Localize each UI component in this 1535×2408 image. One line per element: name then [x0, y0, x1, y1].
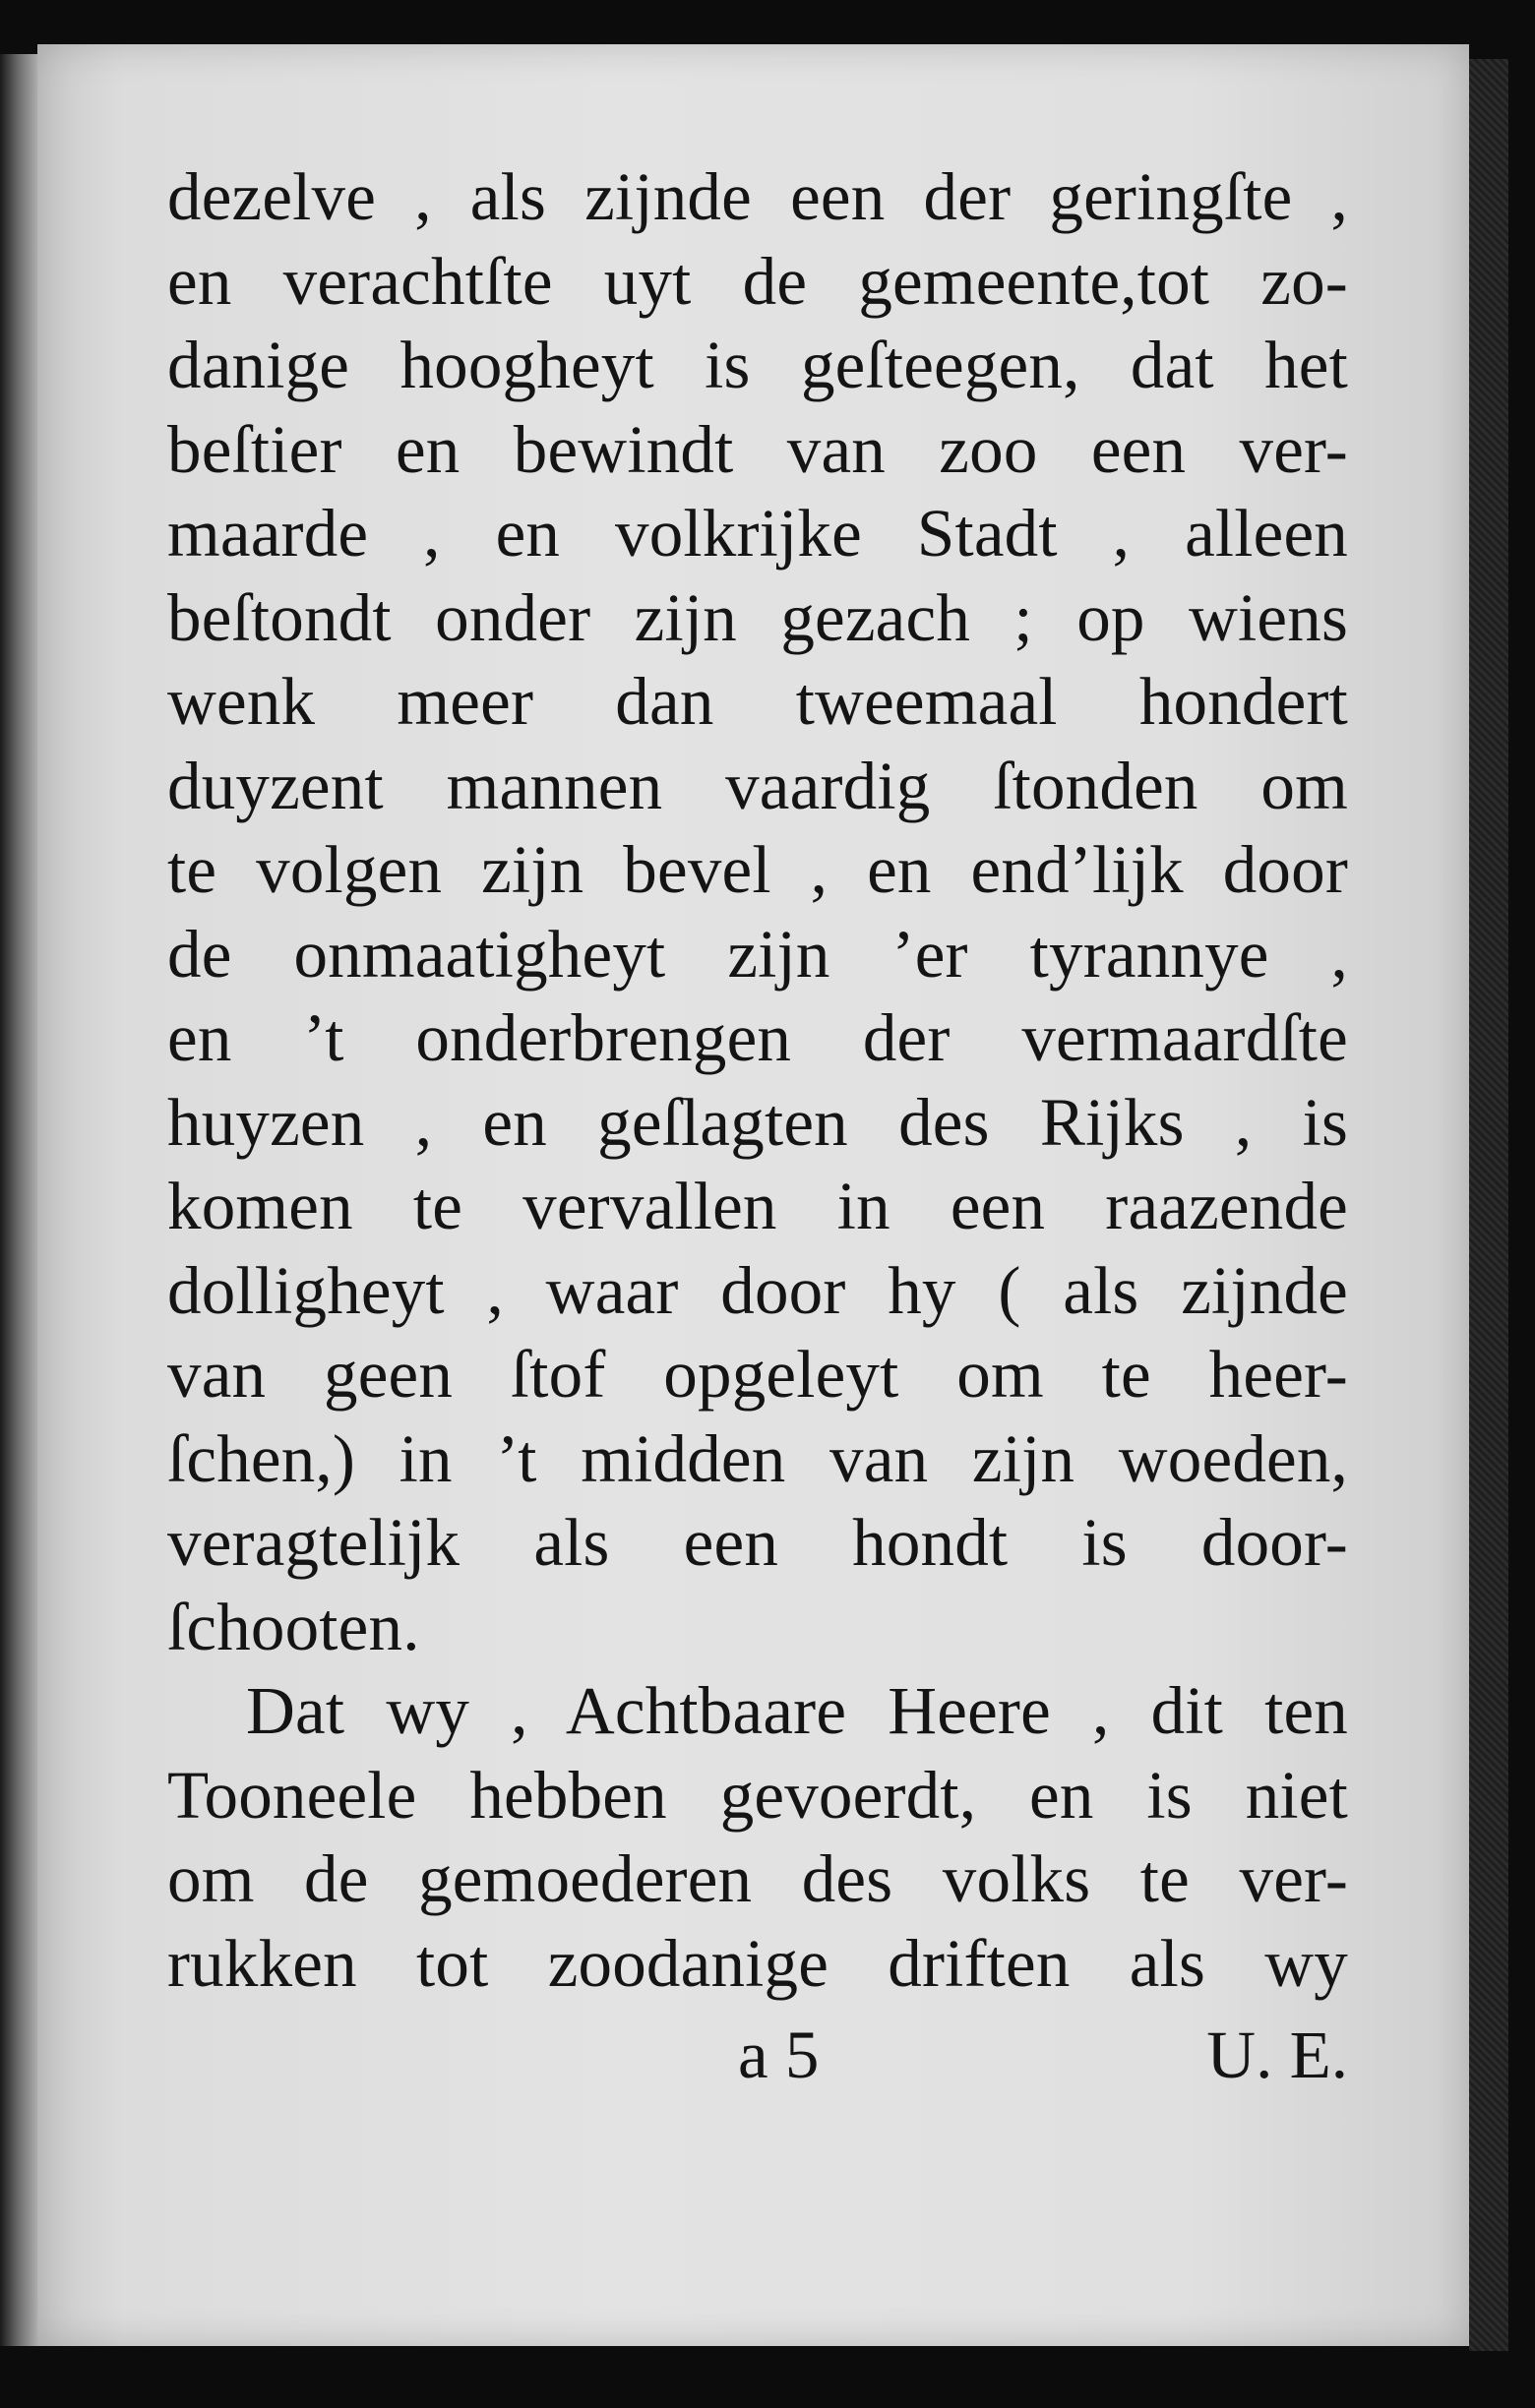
text-line: komen te vervallen in een raazende [167, 1169, 1348, 1243]
text-line: en ’t onderbrengen der vermaardſte [167, 1000, 1348, 1075]
page-footer [167, 2017, 1348, 2105]
text-line: wenk meer dan tweemaal hondert [167, 664, 1348, 739]
text-line: en verachtſte uyt de gemeente,tot zo- [167, 243, 1348, 319]
signature-mark: a 5 [738, 2017, 820, 2092]
text-line: van geen ſtof opgeleyt om te heer- [167, 1337, 1348, 1412]
text-line: te volgen zijn bevel , en end’lijk door [167, 832, 1348, 907]
text-line: Tooneele hebben gevoerdt, en is niet [167, 1757, 1348, 1833]
left-page-edge [0, 54, 39, 2346]
text-line: maarde , en volkrijke Stadt , alleen [167, 496, 1348, 571]
catchword: U. E. [1206, 2017, 1348, 2092]
text-line: veragtelijk als een hondt is door- [167, 1505, 1348, 1580]
text-line: rukken tot zoodanige driften als wy [167, 1925, 1348, 2001]
body-text [167, 155, 1348, 2006]
text-line: de onmaatigheyt zijn ’er tyrannye , [167, 916, 1348, 992]
text-line: beſtondt onder zijn gezach ; op wiens [167, 579, 1348, 655]
text-line: duyzent mannen vaardig ſtonden om [167, 748, 1348, 823]
text-line: danige hoogheyt is geſteegen, dat het [167, 328, 1348, 402]
text-line: om de gemoederen des volks te ver- [167, 1841, 1348, 1916]
text-line: huyzen , en geſlagten des Rijks , is [167, 1084, 1348, 1160]
text-line: ſchen,) in ’t midden van zijn woeden, [167, 1420, 1348, 1496]
book-cover-board [1469, 59, 1508, 2351]
text-line: dezelve , als zijnde een der geringſte , [167, 159, 1348, 234]
text-line: beſtier en bewindt van zoo een ver- [167, 411, 1348, 487]
text-line: ſchooten. [167, 1589, 420, 1664]
text-line: dolligheyt , waar door hy ( als zijnde [167, 1252, 1348, 1328]
paragraph-start-line: Dat wy , Achtbaare Heere , dit ten [246, 1673, 1348, 1748]
